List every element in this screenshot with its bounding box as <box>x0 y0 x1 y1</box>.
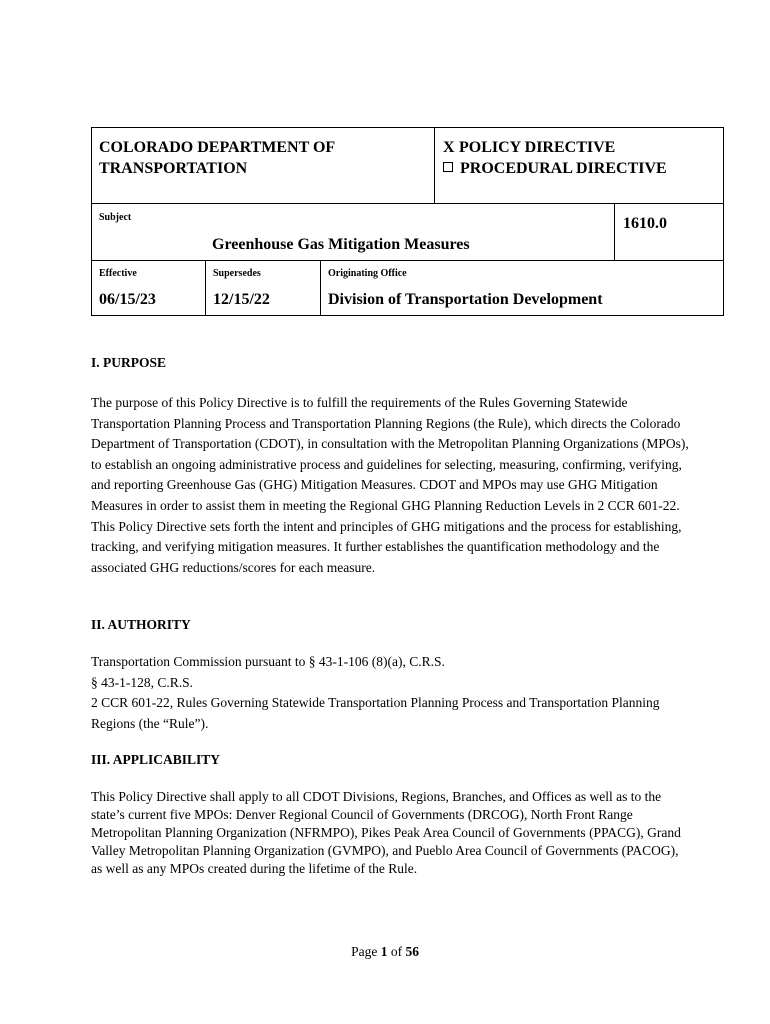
effective-label: Effective <box>99 268 137 279</box>
header-row-divider <box>92 260 723 261</box>
header-column-divider <box>320 260 321 315</box>
department-name: COLORADO DEPARTMENT OF TRANSPORTATION <box>99 139 335 177</box>
directive-type <box>443 137 723 179</box>
procedural-directive-label: PROCEDURAL DIRECTIVE <box>460 160 667 177</box>
procedural-directive-option <box>443 158 723 179</box>
directive-number: 1610.0 <box>623 215 667 232</box>
supersedes-date: 12/15/22 <box>213 291 270 308</box>
checkbox-icon <box>443 162 453 172</box>
supersedes-label: Supersedes <box>213 268 261 279</box>
header-column-divider <box>614 203 615 260</box>
originating-office-label: Originating Office <box>328 268 407 279</box>
authority-item: 2 CCR 601-22, Rules Governing Statewide Transportation Planning Process and Transportation Planning Regions (the “Rule”). <box>91 695 660 731</box>
directive-header-table <box>91 127 724 316</box>
subject-value: Greenhouse Gas Mitigation Measures <box>212 236 470 253</box>
policy-directive-option <box>443 137 723 158</box>
effective-date: 06/15/23 <box>99 291 156 308</box>
page-footer <box>0 944 770 960</box>
policy-directive-label: POLICY DIRECTIVE <box>459 139 616 156</box>
page-total: 56 <box>405 944 419 959</box>
applicability-paragraph: This Policy Directive shall apply to all CDOT Divisions, Regions, Branches, and Offices as well as to the state’s current five MPOs: Denver Regional Council of Governments (DRCOG), North Front Range Metropolitan Planning Organization (NFRMPO), Pikes Peak Area Council of Governments (PPACG), Grand Valley Metropolitan Planning Organization (GVMPO), and Pueblo Area Council of Governments (PACOG), as well as any MPOs created during the lifetime of the Rule. <box>91 789 681 876</box>
authority-item: Transportation Commission pursuant to § 43-1-106 (8)(a), C.R.S. <box>91 654 445 669</box>
applicability-heading: III. APPLICABILITY <box>91 752 221 767</box>
authority-item: § 43-1-128, C.R.S. <box>91 674 194 690</box>
of-word: of <box>390 944 403 959</box>
header-column-divider <box>434 128 435 203</box>
page-word: Page <box>351 944 378 959</box>
page-number: 1 <box>380 944 388 959</box>
purpose-paragraph: The purpose of this Policy Directive is to fulfill the requirements of the Rules Governing Statewide Transportation Planning Process and Transportation Planning Regions (the Rule), which directs the Colorado Department of Transportation (CDOT), in consultation with the Metropolitan Planning Organizations (MPOs), to establish an ongoing administrative process and guidelines for selecting, measuring, confirming, verifying, and reporting Greenhouse Gas (GHG) Mitigation Measures. CDOT and MPOs may use GHG Mitigation Measures in order to assist them in meeting the Regional GHG Planning Reduction Levels in 2 CCR 601-22. This Policy Directive sets forth the intent and principles of GHG mitigations and the process for establishing, tracking, and verifying mitigation measures. It further establishes the quantification methodology and the associated GHG reductions/scores for each measure. <box>91 395 689 575</box>
purpose-heading: I. PURPOSE <box>91 355 167 370</box>
authority-list <box>91 652 691 734</box>
authority-heading: II. AUTHORITY <box>91 617 191 632</box>
originating-office-value: Division of Transportation Development <box>328 291 603 308</box>
policy-directive-mark: X <box>443 139 455 156</box>
header-column-divider <box>205 260 206 315</box>
subject-label: Subject <box>99 212 132 223</box>
header-row-divider <box>92 203 723 204</box>
